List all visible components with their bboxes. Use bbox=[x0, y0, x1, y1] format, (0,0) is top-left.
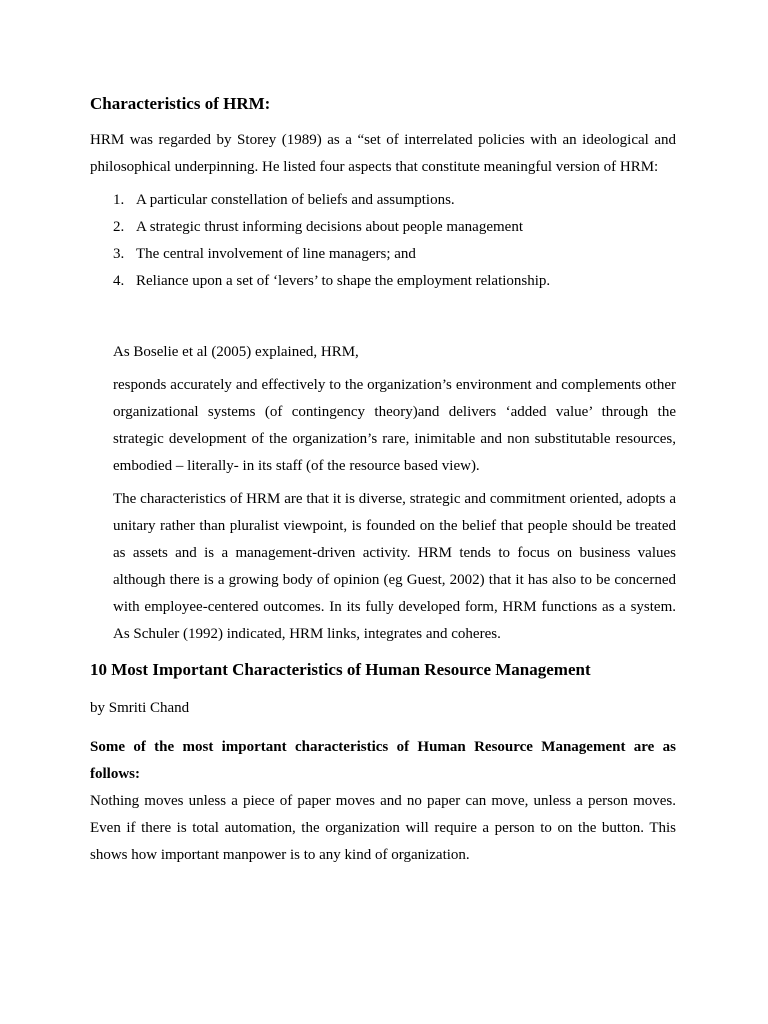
bold-intro-paragraph: Some of the most important characteristics of Human Resource Management are as follows: bbox=[90, 739, 676, 782]
list-item bbox=[90, 214, 550, 241]
list-item bbox=[90, 241, 550, 268]
list-item-text: A particular constellation of beliefs and assumptions. bbox=[136, 192, 455, 208]
page-heading: Characteristics of HRM: bbox=[90, 94, 271, 113]
list-item-text: Reliance upon a set of ‘levers’ to shape the employment relationship. bbox=[136, 273, 551, 289]
list-item-text: The central involvement of line managers; and bbox=[136, 246, 416, 262]
list-item-number: 4. bbox=[113, 273, 125, 289]
list-item-text: A strategic thrust informing decisions about people management bbox=[136, 219, 523, 235]
list-item bbox=[90, 268, 550, 295]
boselie-quote: responds accurately and effectively to the organization’s environment and complements other organizational systems (of contingency theory)and delivers ‘added value’ through the strategic development of the organization’s rare, inimitable and non substitutable resources, embodied – literally- in its staff (of the resource based view). bbox=[113, 377, 676, 474]
list-item bbox=[90, 187, 550, 214]
characteristics-paragraph: The characteristics of HRM are that it is diverse, strategic and commitment oriented, adopts a unitary rather than pluralist viewpoint, is founded on the belief that people should be treated as assets and is a management-driven activity. HRM tends to focus on business values although there is a growing body of opinion (eg Guest, 2002) that it has also to be concerned with employee-centered outcomes. In its fully developed form, HRM functions as a system. As Schuler (1992) indicated, HRM links, integrates and coheres. bbox=[113, 491, 676, 642]
aspects-list bbox=[90, 187, 550, 295]
boselie-intro: As Boselie et al (2005) explained, HRM, bbox=[113, 344, 359, 360]
section-heading: 10 Most Important Characteristics of Human Resource Management bbox=[90, 660, 591, 679]
closing-paragraph: Nothing moves unless a piece of paper moves and no paper can move, unless a person moves. Even if there is total automation, the organization will require a person to on the button. This shows how important manpower is to any kind of organization. bbox=[90, 793, 676, 863]
list-item-number: 1. bbox=[113, 192, 125, 208]
byline: by Smriti Chand bbox=[90, 700, 190, 716]
list-item-number: 3. bbox=[113, 246, 125, 262]
list-item-number: 2. bbox=[113, 219, 125, 235]
intro-paragraph: HRM was regarded by Storey (1989) as a “set of interrelated policies with an ideological and philosophical underpinning. He listed four aspects that constitute meaningful version of HRM: bbox=[90, 132, 676, 175]
